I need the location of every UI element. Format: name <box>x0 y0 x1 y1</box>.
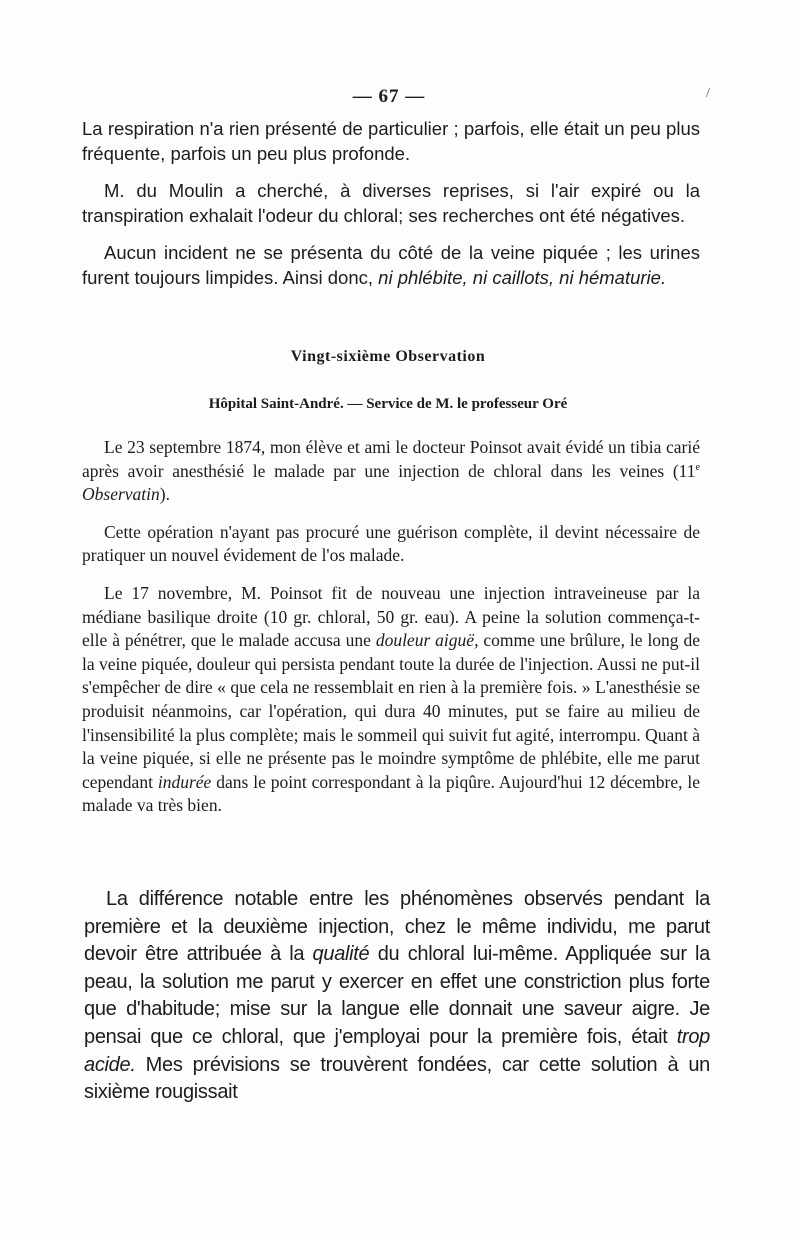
incident-text: Aucun incident ne se présenta du côté de la veine piquée ; les urines furent toujours limpides. Ainsi donc, <box>82 242 700 288</box>
september-end: ). <box>159 484 170 505</box>
emphasis-induree: indurée <box>157 771 212 792</box>
paragraph-incident <box>82 240 700 290</box>
emphasis-phlebite: ni phlébite, <box>378 267 468 288</box>
november-text-b: comme une brûlure, le long de la veine piquée, douleur qui persista pendant toute la durée de l'injection. Aussi ne put-il s'empêcher de dire « que cela ne ressemblait en rien à la première fois. » L'anesthésie se produisit néanmoins, car l'opération, qui dura 40 minutes, put se faire au milieu de l'insensibilité la plus complète; mais le sommeil qui suivit fut agité, interrompu. Quant à la veine piquée, si elle ne présente pas le moindre symptôme de phlébite, elle me parut cependant <box>82 630 701 792</box>
observation-title: Vingt-sixième Observation <box>290 348 486 365</box>
section-difference <box>84 886 710 1107</box>
emphasis-douleur: douleur aiguë, <box>375 630 479 651</box>
margin-mark: / <box>706 86 710 101</box>
superscript-e: e <box>695 461 700 473</box>
emphasis-hematurie: ni hématurie. <box>559 267 667 288</box>
difference-text-a: La différence notable entre les phénomènes observés pendant la première et la deuxième injection, chez le même individu, me parut devoir être attribuée à la <box>84 888 710 966</box>
paragraph-september <box>82 436 700 507</box>
emphasis-observatin: Observatin <box>82 484 160 505</box>
section-respiration <box>82 116 700 302</box>
november-text-c: dans le point correspondant à la piqûre. Aujourd'hui 12 décembre, le malade va très bien. <box>82 771 701 816</box>
section-observation-body <box>82 436 700 832</box>
paragraph-november <box>82 582 700 818</box>
paragraph-moulin: M. du Moulin a cherché, à diverses reprises, si l'air expiré ou la transpiration exhalait l'odeur du chloral; ses recherches ont été négatives. <box>82 180 700 226</box>
paragraph-respiration: La respiration n'a rien présenté de particulier ; parfois, elle était un peu plus fréquente, parfois un peu plus profonde. <box>82 118 700 164</box>
difference-text-b: du chloral lui-même. Appliquée sur la peau, la solution me parut y exercer en effet une constriction plus forte que d'habitude; mise sur la langue elle donnait une saveur aigre. Je pensai que ce chloral, que j'employai pour la première fois, était <box>84 943 710 1048</box>
september-text: Le 23 septembre 1874, mon élève et ami le docteur Poinsot avait évidé un tibia carié après avoir anesthésié le malade par une injection de chloral dans les veines (11 <box>82 437 700 481</box>
observation-subtitle: Hôpital Saint-André. — Service de M. le professeur Oré <box>208 396 568 412</box>
november-text-a: Le 17 novembre, M. Poinsot fit de nouveau une injection intraveineuse par la médiane basilique droite (10 gr. chloral, 50 gr. eau). A peine la solution commença-t-elle à pénétrer, que le malade accusa une <box>82 582 700 651</box>
emphasis-qualite: qualité <box>312 943 370 966</box>
paragraph-operation: Cette opération n'ayant pas procuré une guérison complète, il devint nécessaire de pratiquer un nouvel évidement de l'os malade. <box>82 521 700 566</box>
difference-text-c: Mes prévisions se trouvèrent fondées, car cette solution à un sixième rougissait <box>84 1053 710 1104</box>
paragraph-difference <box>84 886 710 1107</box>
emphasis-caillots: ni caillots, <box>472 267 555 288</box>
page-number: — 67 — <box>352 86 426 107</box>
emphasis-trop-acide: trop acide. <box>84 1025 710 1076</box>
